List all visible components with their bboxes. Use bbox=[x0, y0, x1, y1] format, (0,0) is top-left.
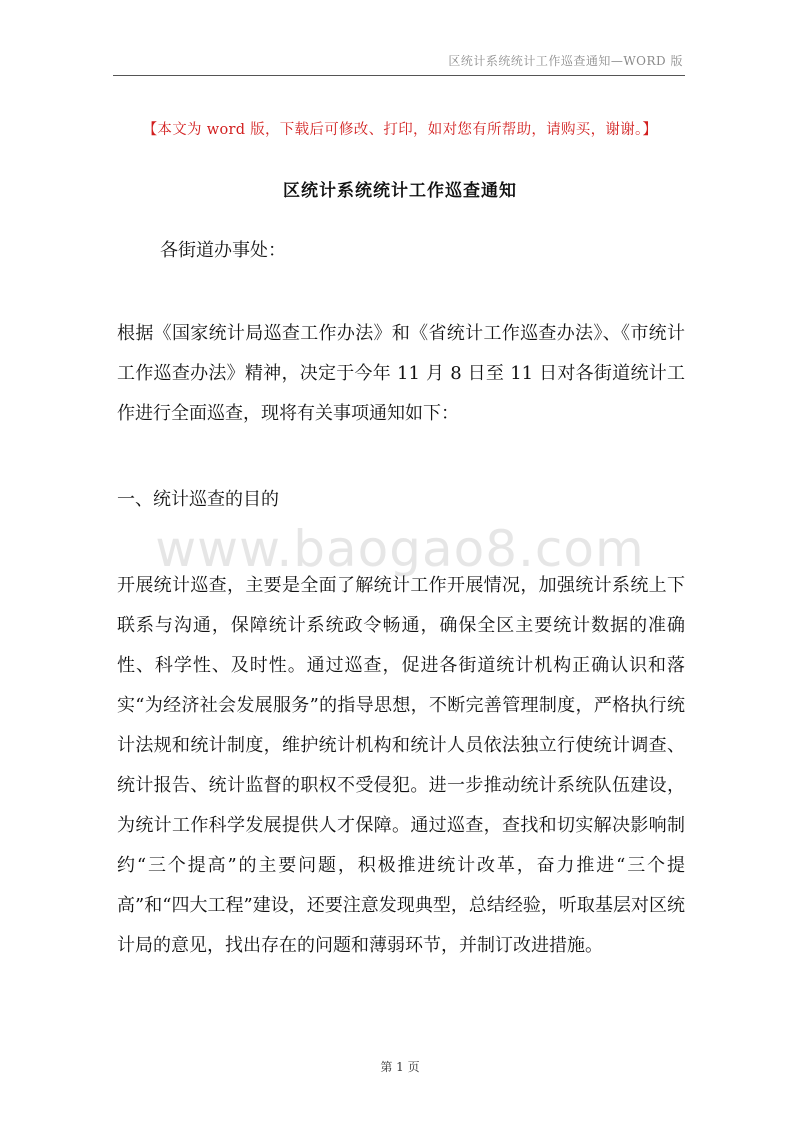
download-notice: 【本文为 word 版，下载后可修改、打印，如对您有所帮助，请购买，谢谢。】 bbox=[142, 122, 658, 138]
running-header: 区统计系统统计工作巡查通知—WORD 版 bbox=[448, 54, 683, 68]
watermark: www.baogao8.com bbox=[155, 520, 645, 578]
greeting-line: 各街道办事处： bbox=[160, 240, 286, 261]
intro-paragraph: 根据《国家统计局巡查工作办法》和《省统计工作巡查办法》、《市统计工作巡查办法》精神，决定于今年 11 月 8 日至 11 日对各街道统计工作进行全面巡查，现将有关事项通知如下： bbox=[117, 323, 685, 424]
document-title: 区统计系统统计工作巡查通知 bbox=[283, 181, 517, 201]
section-heading-purpose: 一、统计巡查的目的 bbox=[117, 489, 279, 510]
purpose-paragraph: 开展统计巡查，主要是全面了解统计工作开展情况，加强统计系统上下联系与沟通，保障统计系统政令畅通，确保全区主要统计数据的准确性、科学性、及时性。通过巡查，促进各街道统计机构正确认识和落实“为经济社会发展服务”的指导思想，不断完善管理制度，严格执行统计法规和统计制度，维护统计机构和统计人员依法独立行使统计调查、统计报告、统计监督的职权不受侵犯。进一步推动统计系统队伍建设，为统计工作科学发展提供人才保障。通过巡查，查找和切实解决影响制约“三个提高”的主要问题，积极推进统计改革，奋力推进“三个提高”和“四大工程”建设，还要注意发现典型，总结经验，听取基层对区统计局的意见，找出存在的问题和薄弱环节，并制订改进措施。 bbox=[117, 575, 685, 956]
page-number: 第 1 页 bbox=[380, 1060, 420, 1074]
header-rule bbox=[113, 75, 685, 76]
